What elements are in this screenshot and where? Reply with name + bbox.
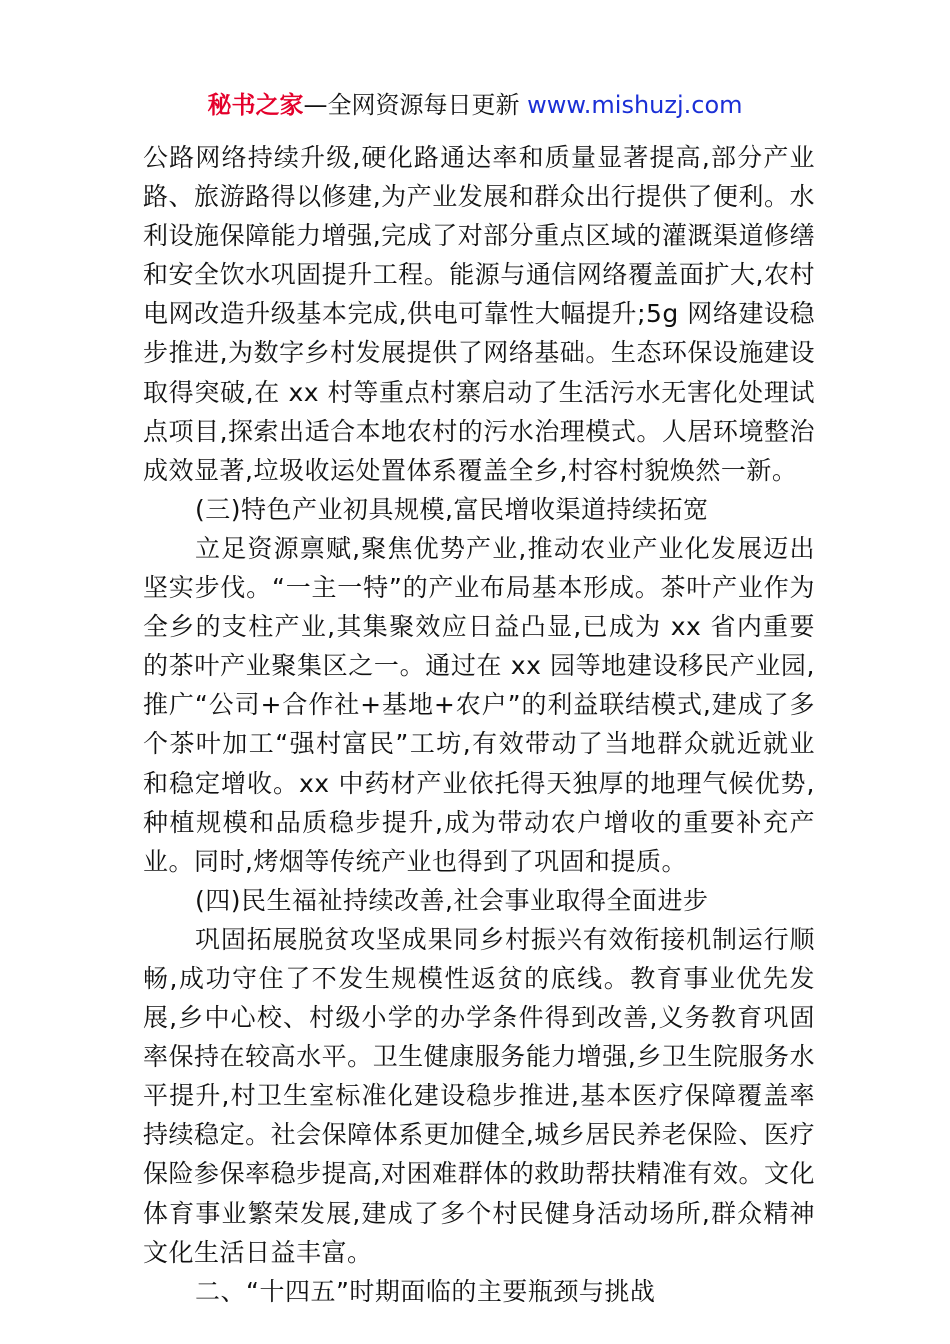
section-heading: (三)特色产业初具规模,富民增收渠道持续拓宽 — [195, 494, 709, 524]
section-heading: (四)民生福祉持续改善,社会事业取得全面进步 — [195, 885, 709, 915]
chapter-heading: 二、“十四五”时期面临的主要瓶颈与挑战 — [195, 1276, 656, 1306]
body-paragraph: 公路网络持续升级,硬化路通达率和质量显著提高,部分产业路、旅游路得以修建,为产业发展和群众出行提供了便利。水利设施保障能力增强,完成了对部分重点区域的灌溉渠道修缮和安全饮水巩固提升工程。能源与通信网络覆盖面扩大,农村电网改造升级基本完成,供电可靠性大幅提升;5g 网络建设稳步推进,为数字乡村发展提供了网络基础。生态环保设施建设取得突破,在 xx 村等重点村寨启动了生活污水无害化处理试点项目,探索出适合本地农村的污水治理模式。人居环境整治成效显著,垃圾收运处置体系覆盖全乡,村容村貌焕然一新。 — [143, 143, 815, 485]
document-body — [143, 138, 815, 1311]
body-paragraph: 巩固拓展脱贫攻坚成果同乡村振兴有效衔接机制运行顺畅,成功守住了不发生规模性返贫的底线。教育事业优先发展,乡中心校、村级小学的办学条件得到改善,义务教育巩固率保持在较高水平。卫生健康服务能力增强,乡卫生院服务水平提升,村卫生室标准化建设稳步推进,基本医疗保障覆盖率持续稳定。社会保障体系更加健全,城乡居民养老保险、医疗保险参保率稳步提高,对困难群体的救助帮扶精准有效。文化体育事业繁荣发展,建成了多个村民健身活动场所,群众精神文化生活日益丰富。 — [143, 924, 815, 1267]
header-tagline: —全网资源每日更新 — [303, 91, 528, 119]
header-url-link[interactable]: www.mishuzj.com — [527, 91, 743, 119]
page-header — [0, 88, 950, 122]
body-paragraph: 立足资源禀赋,聚焦优势产业,推动农业产业化发展迈出坚实步伐。“一主一特”的产业布局基本形成。茶叶产业作为全乡的支柱产业,其集聚效应日益凸显,已成为 xx 省内重要的茶叶产业聚集区之一。通过在 xx 园等地建设移民产业园,推广“公司+合作社+基地+农户”的利益联结模式,建成了多个茶叶加工“强村富民”工坊,有效带动了当地群众就近就业和稳定增收。xx 中药材产业依托得天独厚的地理气候优势,种植规模和品质稳步提升,成为带动农户增收的重要补充产业。同时,烤烟等传统产业也得到了巩固和提质。 — [143, 533, 815, 876]
brand-name: 秘书之家 — [207, 91, 304, 119]
